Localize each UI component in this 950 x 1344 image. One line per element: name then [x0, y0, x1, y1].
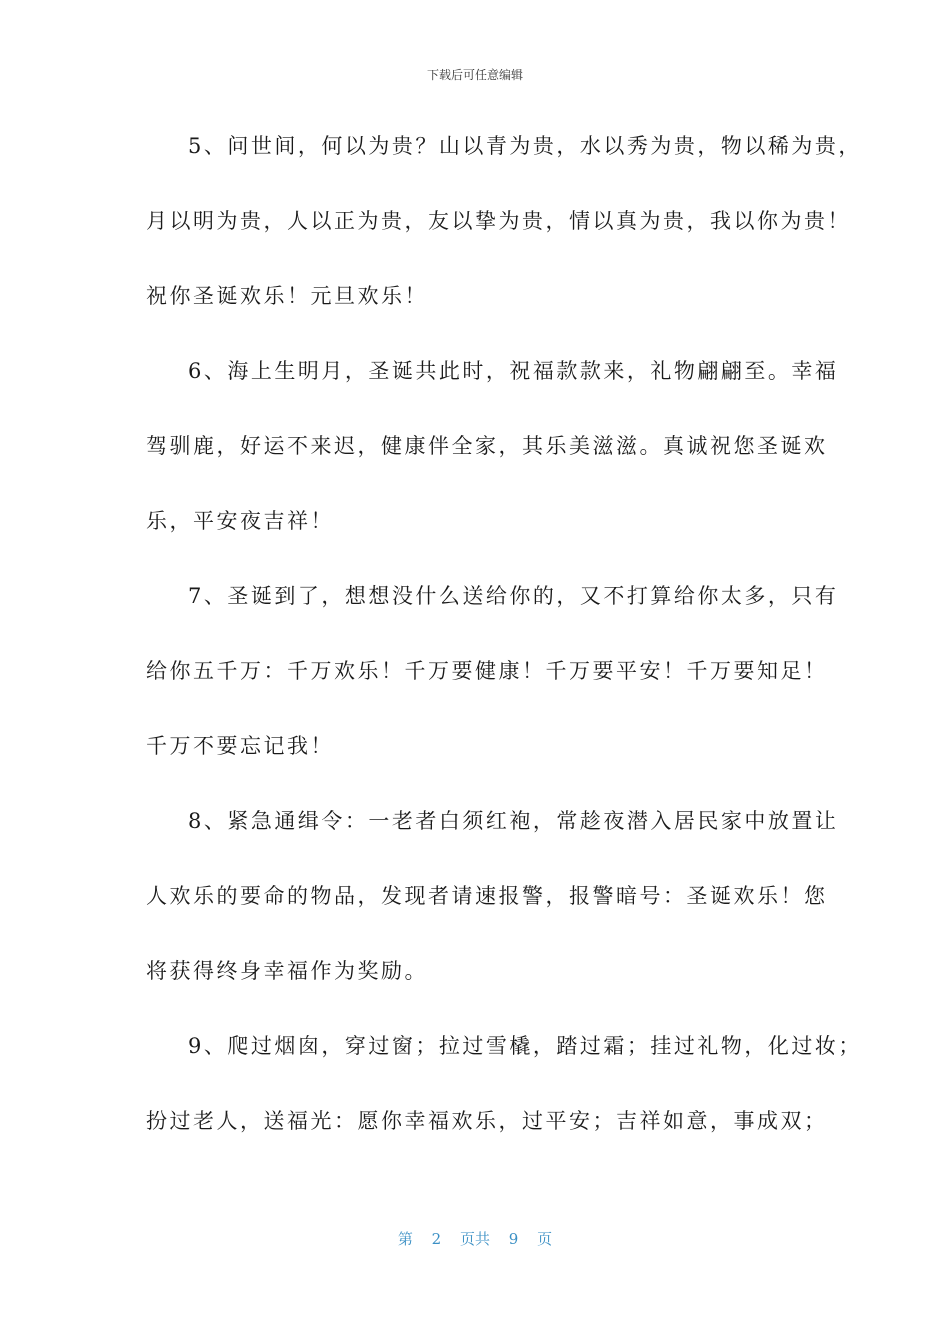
page-footer: [0, 1228, 950, 1249]
paragraph-5-line-2: 月以明为贵，人以正为贵，友以挚为贵，情以真为贵，我以你为贵！: [146, 209, 851, 233]
footer-total-pages: 9: [508, 1230, 519, 1248]
paragraph-6-line-2: 驾驯鹿，好运不来迟，健康伴全家，其乐美滋滋。真诚祝您圣诞欢: [146, 434, 828, 458]
paragraph-5-line-1: 5、问世间，何以为贵？山以青为贵，水以秀为贵，物以稀为贵，: [188, 134, 862, 158]
paragraph-7-line-1: 7、圣诞到了，想想没什么送给你的，又不打算给你太多，只有: [188, 584, 839, 608]
footer-page-number: 2: [431, 1230, 442, 1248]
paragraph-7-line-2: 给你五千万：千万欢乐！千万要健康！千万要平安！千万要知足！: [146, 659, 828, 683]
footer-prefix: 第: [397, 1230, 413, 1248]
paragraph-5-line-3: 祝你圣诞欢乐！元旦欢乐！: [146, 284, 428, 308]
paragraph-8-line-2: 人欢乐的要命的物品，发现者请速报警，报警暗号：圣诞欢乐！您: [146, 884, 828, 908]
paragraph-7-line-3: 千万不要忘记我！: [146, 734, 334, 758]
footer-middle: 页共: [459, 1230, 490, 1248]
paragraph-6-line-3: 乐，平安夜吉祥！: [146, 509, 334, 533]
paragraph-8-line-3: 将获得终身幸福作为奖励。: [146, 959, 428, 983]
page-header: 下载后可任意编辑: [426, 68, 523, 82]
paragraph-9-line-1: 9、爬过烟囱，穿过窗；拉过雪橇，踏过霜；挂过礼物，化过妆；: [188, 1034, 862, 1058]
paragraph-9-line-2: 扮过老人，送福光：愿你幸福欢乐，过平安；吉祥如意，事成双；: [146, 1109, 828, 1133]
footer-suffix: 页: [537, 1230, 553, 1248]
paragraph-8-line-1: 8、紧急通缉令：一老者白须红袍，常趁夜潜入居民家中放置让: [188, 809, 839, 833]
paragraph-6-line-1: 6、海上生明月，圣诞共此时，祝福款款来，礼物翩翩至。幸福: [188, 359, 839, 383]
